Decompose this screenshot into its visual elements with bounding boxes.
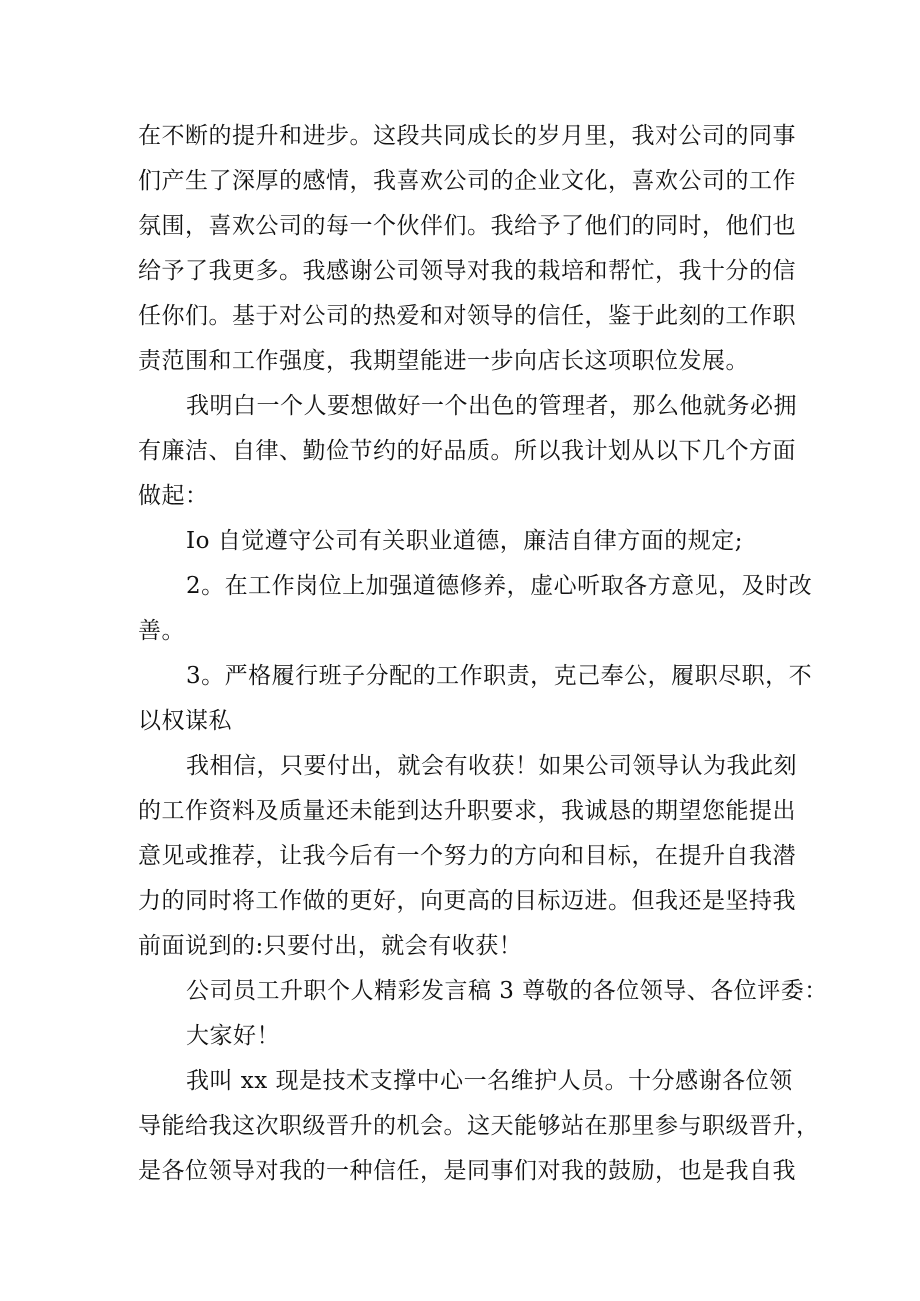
list-item: 3。严格履行班子分配的工作职责，克己奉公，履职尽职，不: [186, 663, 813, 689]
text-line: 们产生了深厚的感情，我喜欢公司的企业文化，喜欢公司的工作: [138, 168, 796, 194]
text-line: 前面说到的:只要付出，就会有收获！: [138, 933, 523, 959]
text-line: 我相信，只要付出，就会有收获！如果公司领导认为我此刻: [186, 753, 797, 779]
text-line: 做起：: [138, 483, 209, 509]
section-heading: 公司员工升职个人精彩发言稿 3 尊敬的各位领导、各位评委：: [186, 978, 828, 1004]
text-line: 在不断的提升和进步。这段共同成长的岁月里，我对公司的同事: [138, 123, 796, 149]
list-item: 2。在工作岗位上加强道德修养，虚心听取各方意见，及时改: [186, 573, 813, 599]
text-line: 氛围，喜欢公司的每一个伙伴们。我给予了他们的同时，他们也: [138, 213, 796, 239]
text-line: 任你们。基于对公司的热爱和对领导的信任，鉴于此刻的工作职: [138, 303, 796, 329]
text-line: 责范围和工作强度，我期望能进一步向店长这项职位发展。: [138, 348, 749, 374]
text-line: 是各位领导对我的一种信任，是同事们对我的鼓励，也是我自我: [138, 1158, 796, 1184]
text-line: 导能给我这次职级晋升的机会。这天能够站在那里参与职级晋升，: [138, 1113, 820, 1139]
list-item: Io 自觉遵守公司有关职业道德，廉洁自律方面的规定;: [186, 528, 743, 554]
text-line: 有廉洁、自律、勤俭节约的好品质。所以我计划从以下几个方面: [138, 438, 796, 464]
text-line: 的工作资料及质量还未能到达升职要求，我诚恳的期望您能提出: [138, 798, 796, 824]
text-line: 善。: [138, 618, 185, 644]
text-line: 以权谋私: [138, 708, 232, 734]
greeting: 大家好！: [186, 1023, 280, 1049]
text-line: 意见或推荐，让我今后有一个努力的方向和目标，在提升自我潜: [138, 843, 796, 869]
text-line: 我叫 xx 现是技术支撑中心一名维护人员。十分感谢各位领: [186, 1068, 793, 1094]
text-line: 力的同时将工作做的更好，向更高的目标迈进。但我还是坚持我: [138, 888, 796, 914]
text-line: 给予了我更多。我感谢公司领导对我的栽培和帮忙，我十分的信: [138, 258, 796, 284]
text-line: 我明白一个人要想做好一个出色的管理者，那么他就务必拥: [186, 393, 797, 419]
